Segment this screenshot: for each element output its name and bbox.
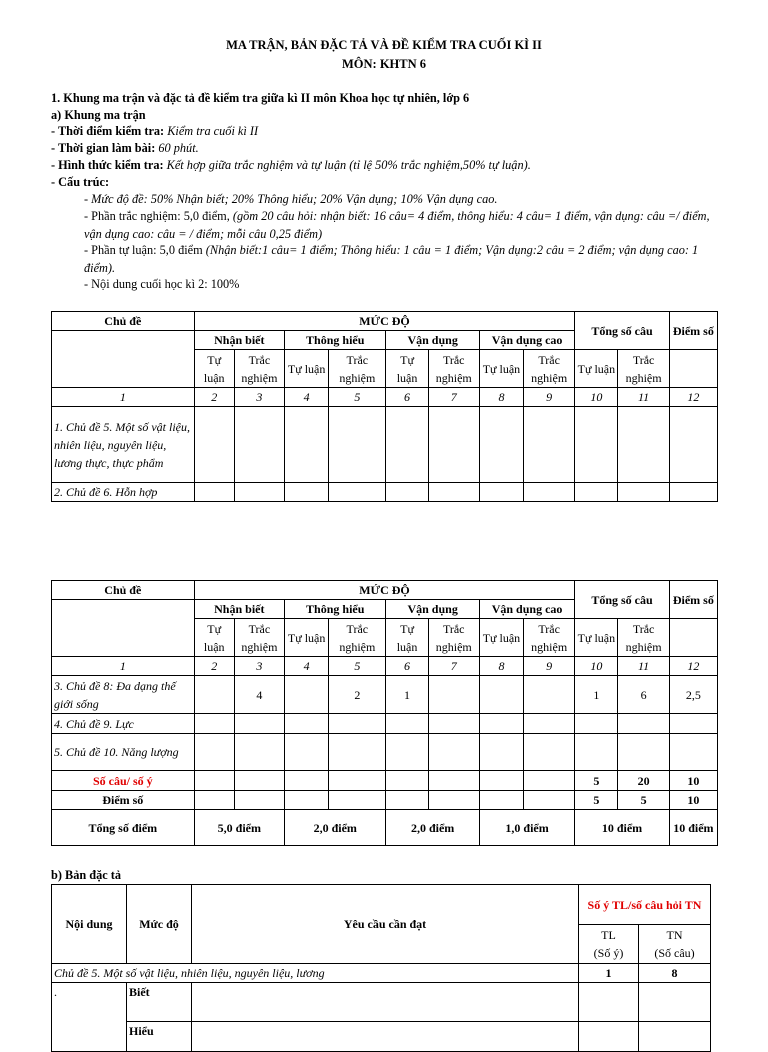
col-tl: Tự luận bbox=[386, 350, 428, 388]
col-num: 5 bbox=[329, 657, 386, 676]
section-heading: 1. Khung ma trận và đặc tả đề kiểm tra giữa kì II môn Khoa học tự nhiên, lớp 6 bbox=[51, 91, 470, 105]
essay-prefix: - Phần tự luận: 5,0 điểm bbox=[84, 243, 206, 257]
col-tn: Trắc nghiệm bbox=[524, 619, 575, 657]
cell-value: 1 bbox=[575, 676, 618, 714]
cell-value: 2,5 bbox=[669, 676, 717, 714]
header-vdc: Vận dụng cao bbox=[479, 331, 574, 350]
cell-value: 1 bbox=[386, 676, 428, 714]
header-th: Thông hiểu bbox=[285, 600, 386, 619]
col-tl: Tự luận bbox=[285, 619, 329, 657]
subsection-a: a) Khung ma trận bbox=[51, 108, 146, 122]
col-tn: Trắc nghiệm bbox=[618, 619, 669, 657]
spec-header-tn bbox=[639, 925, 711, 964]
mc-text bbox=[84, 207, 714, 243]
table-row-topic: 4. Chủ đề 9. Lực bbox=[52, 714, 195, 734]
structure-label: - Cấu trúc: bbox=[51, 175, 110, 189]
col-num: 1 bbox=[52, 657, 195, 676]
header-total: Tổng số câu bbox=[575, 312, 669, 350]
format-label: - Hình thức kiểm tra: bbox=[51, 158, 164, 172]
header-score-blank bbox=[669, 350, 717, 388]
cell-value: 4 bbox=[234, 676, 284, 714]
header-level: MỨC ĐỘ bbox=[194, 581, 575, 600]
col-num: 3 bbox=[234, 657, 284, 676]
cell-value: 5 bbox=[618, 791, 669, 810]
header-vd: Vận dụng bbox=[386, 331, 479, 350]
col-num: 6 bbox=[386, 657, 428, 676]
cell-value: 5 bbox=[575, 791, 618, 810]
col-num: 11 bbox=[618, 388, 669, 407]
matrix-table-2 bbox=[51, 580, 718, 846]
col-tl: Tự luận bbox=[479, 619, 523, 657]
spec-header-tl bbox=[579, 925, 639, 964]
col-tn: Trắc nghiệm bbox=[234, 350, 284, 388]
essay-detail: (Nhận biết:1 câu= 1 điểm; Thông hiểu: 1 câu = 1 điểm; Vận dụng:2 câu = 2 điểm; vận dụng cao: 1 điểm). bbox=[84, 243, 699, 275]
spec-header-content: Nội dung bbox=[52, 885, 127, 964]
col-num: 4 bbox=[285, 657, 329, 676]
cell-value: 20 bbox=[618, 771, 669, 791]
header-total: Tổng số câu bbox=[575, 581, 669, 619]
spec-topic-tl: 1 bbox=[579, 964, 639, 983]
spec-header-level: Mức độ bbox=[127, 885, 192, 964]
col-tn: Trắc nghiệm bbox=[428, 350, 479, 388]
spec-table bbox=[51, 884, 711, 1052]
col-tl: Tự luận bbox=[194, 619, 234, 657]
mc-prefix: - Phần trắc nghiệm: 5,0 điểm, bbox=[84, 209, 233, 223]
header-nb: Nhận biết bbox=[194, 331, 284, 350]
col-num: 11 bbox=[618, 657, 669, 676]
subject-title: MÔN: KHTN 6 bbox=[341, 57, 427, 71]
header-topic-blank bbox=[52, 331, 195, 388]
col-tl: Tự luận bbox=[575, 619, 618, 657]
spec-tn-sub: (Số câu) bbox=[654, 946, 695, 960]
col-num: 7 bbox=[428, 388, 479, 407]
col-num: 7 bbox=[428, 657, 479, 676]
col-tn: Trắc nghiệm bbox=[618, 350, 669, 388]
format-value: Kết hợp giữa trắc nghiệm và tự luận (tỉ lệ 50% trắc nghiệm,50% tự luận). bbox=[163, 158, 531, 172]
col-num: 2 bbox=[194, 388, 234, 407]
points-row-label: Điểm số bbox=[52, 791, 195, 810]
header-score-blank bbox=[669, 619, 717, 657]
spec-content-cell: . bbox=[52, 983, 127, 1052]
level-text bbox=[84, 192, 497, 207]
table-row-topic: 3. Chủ đề 8: Đa dạng thế giới sống bbox=[52, 676, 195, 714]
col-num: 12 bbox=[669, 388, 717, 407]
total-all: 10 điểm bbox=[575, 810, 669, 846]
col-num: 12 bbox=[669, 657, 717, 676]
spec-tl-label: TL bbox=[601, 928, 616, 942]
exam-time-label: - Thời điểm kiểm tra: bbox=[51, 124, 165, 138]
spec-level-know: Biết bbox=[127, 983, 192, 1022]
col-num: 5 bbox=[329, 388, 386, 407]
col-tl: Tự luận bbox=[575, 350, 618, 388]
spec-level-understand: Hiểu bbox=[127, 1022, 192, 1052]
col-num: 2 bbox=[194, 657, 234, 676]
col-num: 6 bbox=[386, 388, 428, 407]
level-text-content: - Mức độ đề: 50% Nhận biết; 20% Thông hiểu; 20% Vận dụng; 10% Vận dụng cao. bbox=[84, 192, 498, 206]
spec-header-count: Số ý TL/số câu hỏi TN bbox=[579, 885, 711, 925]
header-vdc: Vận dụng cao bbox=[479, 600, 574, 619]
essay-text bbox=[84, 241, 714, 277]
header-level: MỨC ĐỘ bbox=[194, 312, 575, 331]
col-tl: Tự luận bbox=[386, 619, 428, 657]
header-nb: Nhận biết bbox=[194, 600, 284, 619]
col-tl: Tự luận bbox=[194, 350, 234, 388]
total-score: 10 điểm bbox=[669, 810, 717, 846]
matrix-table-1 bbox=[51, 311, 718, 502]
header-topic: Chủ đề bbox=[52, 581, 195, 600]
col-num: 4 bbox=[285, 388, 329, 407]
header-score: Điểm số bbox=[669, 312, 717, 350]
total-row-label: Tổng số điểm bbox=[52, 810, 195, 846]
cell-value: 10 bbox=[669, 771, 717, 791]
exam-time-value: Kiểm tra cuối kì II bbox=[164, 124, 259, 138]
col-tn: Trắc nghiệm bbox=[329, 350, 386, 388]
header-topic-blank bbox=[52, 600, 195, 657]
document-title: MA TRẬN, BẢN ĐẶC TẢ VÀ ĐỀ KIỂM TRA CUỐI KÌ II bbox=[226, 38, 542, 52]
mc-detail: (gồm 20 câu hỏi: nhận biết: 16 câu= 4 điểm, thông hiểu: 4 câu= 1 điểm, vận dụng: câu =/ điểm, vận dụng cao: câu = / điểm; mỗi câu 0,25 điểm) bbox=[84, 209, 710, 241]
col-num: 10 bbox=[575, 657, 618, 676]
exam-time-line bbox=[51, 124, 258, 139]
col-tn: Trắc nghiệm bbox=[428, 619, 479, 657]
spec-topic-row: Chủ đề 5. Một số vật liệu, nhiên liệu, nguyên liệu, lương bbox=[52, 964, 579, 983]
cell-value: 6 bbox=[618, 676, 669, 714]
table-row-topic: 5. Chủ đề 10. Năng lượng bbox=[52, 734, 195, 771]
header-th: Thông hiểu bbox=[285, 331, 386, 350]
col-tl: Tự luận bbox=[285, 350, 329, 388]
content-text: - Nội dung cuối học kì 2: 100% bbox=[84, 277, 240, 291]
header-vd: Vận dụng bbox=[386, 600, 479, 619]
total-vdc: 1,0 điểm bbox=[479, 810, 574, 846]
col-tn: Trắc nghiệm bbox=[234, 619, 284, 657]
col-tn: Trắc nghiệm bbox=[524, 350, 575, 388]
col-num: 8 bbox=[479, 657, 523, 676]
spec-tl-sub: (Số ý) bbox=[593, 946, 624, 960]
cell-value: 10 bbox=[669, 791, 717, 810]
duration-value: 60 phút. bbox=[155, 141, 199, 155]
total-th: 2,0 điểm bbox=[285, 810, 386, 846]
subsection-b: b) Bản đặc tả bbox=[51, 868, 122, 882]
table-row-topic: 1. Chủ đề 5. Một số vật liệu, nhiên liệu, nguyên liệu, lương thực, thực phẩm bbox=[52, 407, 195, 483]
format-line bbox=[51, 158, 531, 173]
col-num: 9 bbox=[524, 388, 575, 407]
cell-value: 2 bbox=[329, 676, 386, 714]
duration-line bbox=[51, 141, 199, 156]
col-tn: Trắc nghiệm bbox=[329, 619, 386, 657]
col-num: 3 bbox=[234, 388, 284, 407]
header-topic: Chủ đề bbox=[52, 312, 195, 331]
header-score: Điểm số bbox=[669, 581, 717, 619]
col-num: 1 bbox=[52, 388, 195, 407]
col-tl: Tự luận bbox=[479, 350, 523, 388]
spec-topic-tn: 8 bbox=[639, 964, 711, 983]
duration-label: - Thời gian làm bài: bbox=[51, 141, 156, 155]
count-row-label: Số câu/ số ý bbox=[52, 771, 195, 791]
table-row-topic: 2. Chủ đề 6. Hỗn hợp bbox=[52, 483, 195, 502]
total-nb: 5,0 điểm bbox=[194, 810, 284, 846]
cell-value: 5 bbox=[575, 771, 618, 791]
spec-tn-label: TN bbox=[666, 928, 683, 942]
col-num: 8 bbox=[479, 388, 523, 407]
col-num: 9 bbox=[524, 657, 575, 676]
spec-header-requirement: Yêu cầu cần đạt bbox=[192, 885, 579, 964]
total-vd: 2,0 điểm bbox=[386, 810, 479, 846]
col-num: 10 bbox=[575, 388, 618, 407]
